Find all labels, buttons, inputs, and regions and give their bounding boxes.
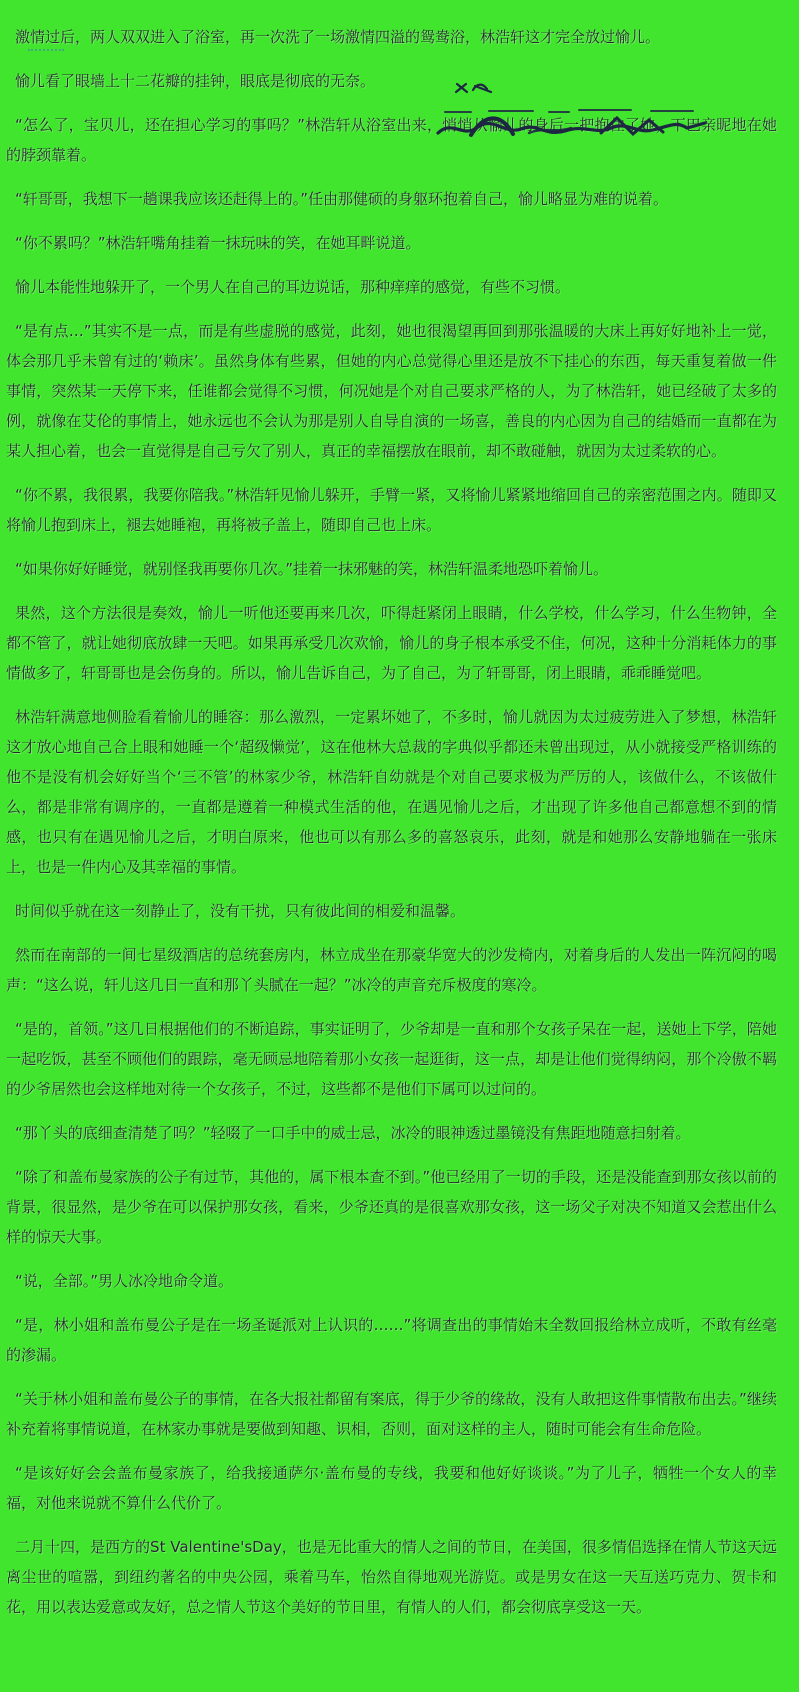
paragraph: 果然，这个方法很是奏效，愉儿一听他还要再来几次，吓得赶紧闭上眼睛，什么学校，什么学习，什么生物钟，全都不管了，就让她彻底放肆一天吧。如果再承受几次欢愉，愉儿的身子根本承受不住，何况，这种十分消耗体力的事情做多了，轩哥哥也是会伤身的。所以，愉儿告诉自己，为了自己，为了轩哥哥，闭上眼睛，乖乖睡觉吧。: [6, 604, 777, 682]
paragraph: “怎么了，宝贝儿，还在担心学习的事吗？”林浩轩从浴室出来，悄悄从愉儿的身后一把抱住了她，下巴亲昵地在她的脖颈靠着。: [6, 116, 777, 164]
paragraph: “说，全部。”男人冰冷地命令道。: [15, 1272, 234, 1290]
paragraph: “是该好好会会盖布曼家族了，给我接通萨尔·盖布曼的专线，我要和他好好谈谈。”为了儿子，牺牲一个女人的幸福，对他来说就不算什么代价了。: [6, 1464, 777, 1512]
paragraph: “是有点…”其实不是一点，而是有些虚脱的感觉，此刻，她也很渴望再回到那张温暖的大床上再好好地补上一觉，体会那几乎未曾有过的‘赖床’。虽然身体有些累，但她的内心总觉得心里还是放不下挂心的东西，每天重复着做一件事情，突然某一天停下来，任谁都会觉得不习惯，何况她是个对自己要求严格的人，为了林浩轩，她已经破了太多的例，就像在艾伦的事情上，她永远也不会认为那是别人自导自演的一场喜，善良的内心因为自己的结婚而一直都在为某人担心着，也会一直觉得是自己亏欠了别人，真正的幸福摆放在眼前，却不敢碰触，就因为太过柔软的心。: [6, 322, 777, 460]
paragraph: “除了和盖布曼家族的公子有过节，其他的，属下根本查不到。”他已经用了一切的手段，还是没能查到那女孩以前的背景，很显然，是少爷在可以保护那女孩，看来，少爷还真的是很喜欢那女孩，这一场父子对决不知道又会惹出什么样的惊天大事。: [6, 1168, 777, 1246]
paragraph: “那丫头的底细查清楚了吗？”轻啜了一口手中的威士忌，冰冷的眼神透过墨镜没有焦距地随意扫射着。: [15, 1124, 691, 1142]
compression-artifact-dots: [28, 46, 64, 51]
paragraph: “你不累，我很累，我要你陪我。”林浩轩见愉儿躲开，手臂一紧，又将愉儿紧紧地缩回自己的亲密范围之内。随即又将愉儿抱到床上，褪去她睡袍，再将被子盖上，随即自己也上床。: [6, 486, 777, 534]
paragraph: “是的，首领。”这几日根据他们的不断追踪，事实证明了，少爷却是一直和那个女孩子呆在一起，送她上下学，陪她一起吃饭，甚至不顾他们的跟踪，毫无顾忌地陪着那小女孩一起逛街，这一点，却是让他们觉得纳闷，那个冷傲不羁的少爷居然也会这样地对待一个女孩子，不过，这些都不是他们下属可以过问的。: [6, 1020, 777, 1098]
paragraph: 愉儿看了眼墙上十二花瓣的挂钟，眼底是彻底的无奈。: [15, 72, 376, 90]
paragraph: 二月十四，是西方的St Valentine'sDay，也是无比重大的情人之间的节日，在美国，很多情侣选择在情人节这天远离尘世的喧嚣，到纽约著名的中央公园，乘着马车，怡然自得地观光游览。或是男女在这一天互送巧克力、贺卡和花，用以表达爱意或友好，总之情人节这个美好的节日里，有情人的人们，都会彻底享受这一天。: [6, 1538, 777, 1616]
paragraph: “如果你好好睡觉，就别怪我再要你几次。”挂着一抹邪魅的笑，林浩轩温柔地恐吓着愉儿。: [15, 560, 609, 578]
paragraph: 然而在南部的一间七星级酒店的总统套房内，林立成坐在那豪华宽大的沙发椅内，对着身后的人发出一阵沉闷的喝声：“这么说，轩儿这几日一直和那丫头腻在一起？”冰冷的声音充斥极度的寒冷。: [6, 946, 777, 994]
paragraph: “关于林小姐和盖布曼公子的事情，在各大报社都留有案底，得于少爷的缘故，没有人敢把这件事情散布出去。”继续补充着将事情说道，在林家办事就是要做到知趣、识相，否则，面对这样的主人，随时可能会有生命危险。: [6, 1390, 777, 1438]
paragraph: “是，林小姐和盖布曼公子是在一场圣诞派对上认识的……”将调查出的事情始末全数回报给林立成听，不敢有丝毫的渗漏。: [6, 1316, 777, 1364]
paragraph: 愉儿本能性地躲开了，一个男人在自己的耳边说话，那种痒痒的感觉，有些不习惯。: [15, 278, 571, 296]
paragraph: “轩哥哥，我想下一趟课我应该还赶得上的。”任由那健硕的身躯环抱着自己，愉儿略显为难的说着。: [15, 190, 669, 208]
novel-text: [6, 22, 777, 1622]
paragraph: 激情过后，两人双双进入了浴室，再一次洗了一场激情四溢的鸳鸯浴，林浩轩这才完全放过愉儿。: [15, 28, 661, 46]
paragraph: 时间似乎就在这一刻静止了，没有干扰，只有彼此间的相爱和温馨。: [15, 902, 466, 920]
paragraph: “你不累吗？”林浩轩嘴角挂着一抹玩味的笑，在她耳畔说道。: [15, 234, 421, 252]
paragraph: 林浩轩满意地侧脸看着愉儿的睡容：那么激烈，一定累坏她了，不多时，愉儿就因为太过疲劳进入了梦想，林浩轩这才放心地自己合上眼和她睡一个‘超级懒觉’，这在他林大总裁的字典似乎都还未曾出现过，从小就接受严格训练的他不是没有机会好好当个‘三不管’的林家少爷，林浩轩自幼就是个对自己要求极为严厉的人，该做什么，不该做什么，都是非常有调序的，一直都是遵着一种模式生活的他，在遇见愉儿之后，才出现了许多他自己都意想不到的情感，也只有在遇见愉儿之后，才明白原来，他也可以有那么多的喜怒哀乐，此刻，就是和她那么安静地躺在一张床上，也是一件内心及其幸福的事情。: [6, 708, 777, 876]
